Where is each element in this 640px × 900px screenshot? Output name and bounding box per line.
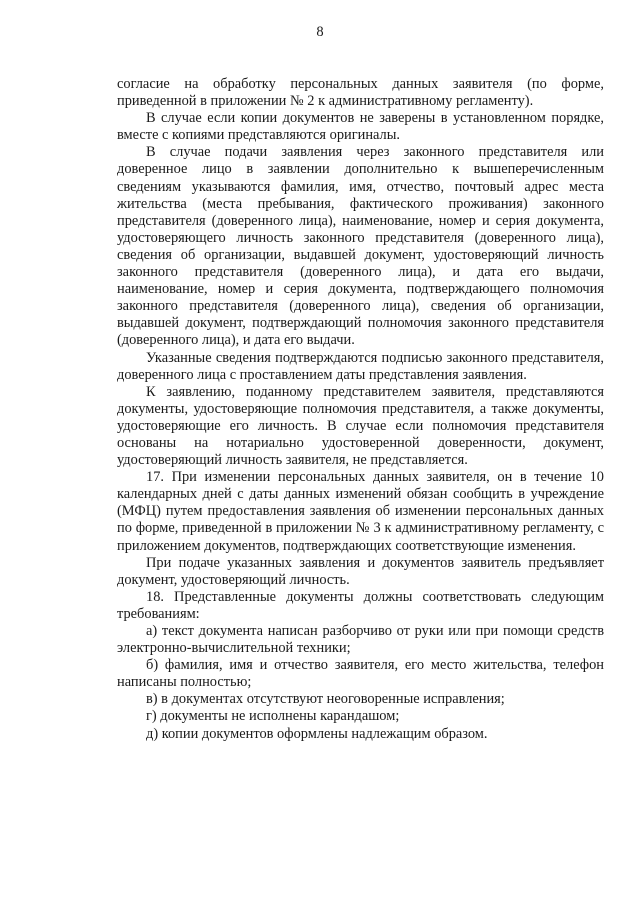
- paragraph: 17. При изменении персональных данных заявителя, он в течение 10 календарных дней с даты данных изменений обязан сообщить в учреждение (МФЦ) путем предоставления заявления об изменении персональных данных по форме, приведенной в приложении № 3 к административному регламенту, с приложением документов, подтверждающих соответствующие изменения.: [117, 469, 604, 554]
- paragraph: При подаче указанных заявления и документов заявитель предъявляет документ, удостоверяющий личность.: [117, 554, 604, 588]
- paragraph: б) фамилия, имя и отчество заявителя, его место жительства, телефон написаны полностью;: [117, 657, 604, 691]
- paragraph: согласие на обработку персональных данных заявителя (по форме, приведенной в приложении № 2 к административному регламенту).: [117, 76, 604, 110]
- paragraph: в) в документах отсутствуют неоговоренные исправления;: [146, 691, 505, 708]
- page-number: 8: [316, 24, 324, 40]
- paragraph: д) копии документов оформлены надлежащим образом.: [146, 725, 488, 742]
- paragraph: Указанные сведения подтверждаются подписью законного представителя, доверенного лица с проставлением даты представления заявления.: [117, 349, 604, 383]
- paragraph: а) текст документа написан разборчиво от руки или при помощи средств электронно-вычислительной техники;: [117, 623, 604, 657]
- paragraph: В случае если копии документов не заверены в установленном порядке, вместе с копиями представляются оригиналы.: [117, 110, 604, 144]
- paragraph: г) документы не исполнены карандашом;: [146, 708, 400, 725]
- document-body: [117, 76, 604, 743]
- paragraph: В случае подачи заявления через законного представителя или доверенное лицо в заявлении дополнительно к вышеперечисленным сведениям указываются фамилия, имя, отчество, почтовый адрес места жительства (места пребывания, фактического проживания) законного представителя (доверенного лица), наименование, номер и серия документа, удостоверяющего личность законного представителя (доверенного лица), сведения об организации, выдавшей документ, удостоверяющий личность законного представителя (доверенного лица), и дата его выдачи, наименование, номер и серия документа, подтверждающего полномочия законного представителя (доверенного лица), сведения об организации, выдавшей документ, подтверждающий полномочия законного представителя (доверенного лица), и дата его выдачи.: [117, 144, 604, 349]
- paragraph: К заявлению, поданному представителем заявителя, представляются документы, удостоверяющие полномочия представителя, а также документы, удостоверяющие его личность. В случае если полномочия представителя основаны на нотариально удостоверенной доверенности, документ, удостоверяющий личность заявителя, не представляется.: [117, 383, 604, 469]
- paragraph: 18. Представленные документы должны соответствовать следующим требованиям:: [117, 588, 604, 622]
